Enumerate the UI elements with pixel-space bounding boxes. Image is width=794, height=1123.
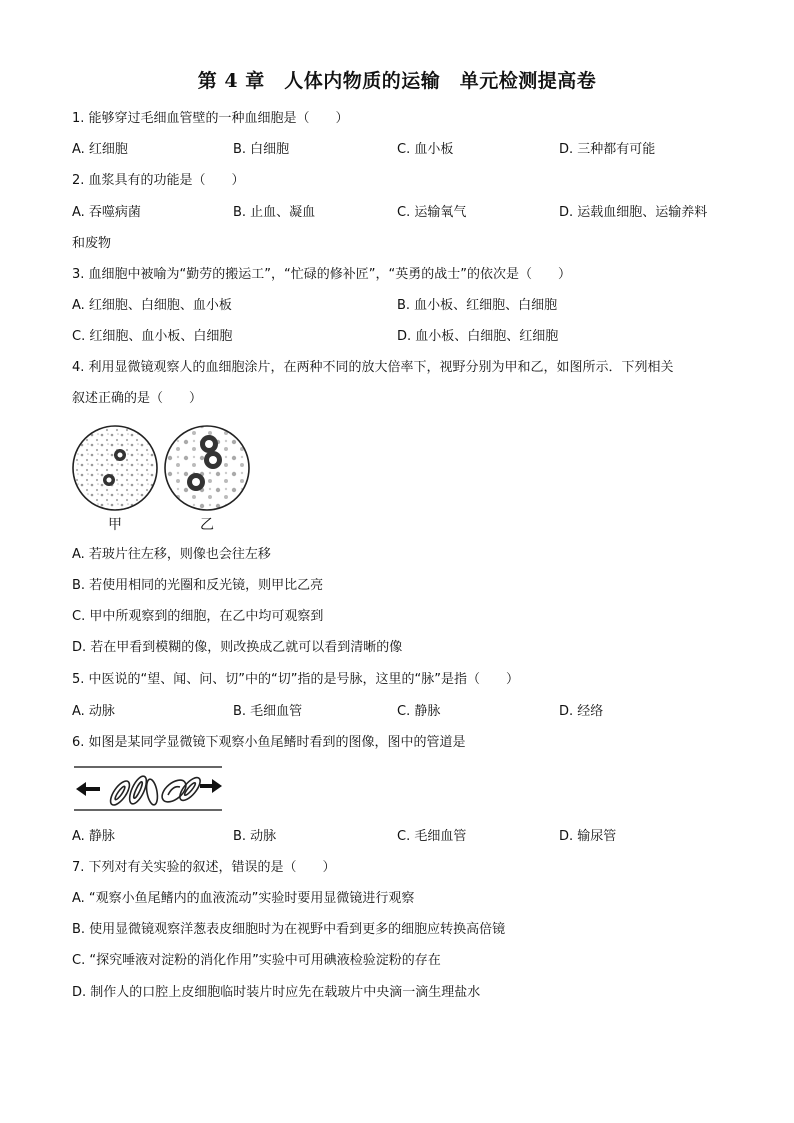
question-5-stem: 5. 中医说的“望、闻、问、切”中的“切”指的是号脉，这里的“脉”是指（ ） (72, 672, 519, 687)
question-4-stem: 4. 利用显微镜观察人的血细胞涂片，在两种不同的放大倍率下，视野分别为甲和乙，如图所示．下列相关 (72, 360, 674, 375)
q4-option-c: C. 甲中所观察到的细胞，在乙中均可观察到 (72, 609, 324, 624)
question-3-stem: 3. 血细胞中被喻为“勤劳的搬运工”，“忙碌的修补匠”，“英勇的战士”的依次是（ ） (72, 267, 571, 282)
question-6-stem: 6. 如图是某同学显微镜下观察小鱼尾鳍时看到的图像，图中的管道是 (72, 735, 466, 750)
q1-option-c: C. 血小板 (397, 142, 454, 157)
figure-label-jia: 甲 (108, 517, 122, 533)
q3-option-b: B. 血小板、红细胞、白细胞 (397, 298, 558, 313)
q6-option-d: D. 输尿管 (559, 829, 617, 844)
q5-option-c: C. 静脉 (397, 704, 441, 719)
question-4-stem-cont: 叙述正确的是（ ） (72, 391, 203, 406)
q6-option-b: B. 动脉 (233, 829, 277, 844)
blood-smear-figure (70, 422, 252, 514)
red-blood-cells (107, 774, 204, 808)
q2-option-d-continuation: 和废物 (72, 236, 112, 251)
right-arrow-icon (200, 779, 222, 793)
q6-option-c: C. 毛细血管 (397, 829, 467, 844)
q2-option-c: C. 运输氧气 (397, 205, 467, 220)
question-1-stem: 1. 能够穿过毛细血管壁的一种血细胞是（ ） (72, 111, 349, 126)
question-2-stem: 2. 血浆具有的功能是（ ） (72, 173, 245, 188)
vessel-figure (72, 765, 224, 813)
figure-label-yi: 乙 (200, 517, 214, 533)
q3-option-d: D. 血小板、白细胞、红细胞 (397, 329, 559, 344)
q1-option-d: D. 三种都有可能 (559, 142, 656, 157)
q7-option-d: D. 制作人的口腔上皮细胞临时装片时应先在载玻片中央滴一滴生理盐水 (72, 985, 481, 1000)
field-jia (73, 426, 157, 510)
q2-option-b: B. 止血、凝血 (233, 205, 316, 220)
q1-option-a: A. 红细胞 (72, 142, 128, 157)
q5-option-a: A. 动脉 (72, 704, 115, 719)
left-arrow-icon (76, 782, 100, 796)
q5-option-d: D. 经络 (559, 704, 604, 719)
q3-option-c: C. 红细胞、血小板、白细胞 (72, 329, 233, 344)
q7-option-c: C. “探究唾液对淀粉的消化作用”实验中可用碘液检验淀粉的存在 (72, 953, 441, 968)
q4-option-a: A. 若玻片往左移，则像也会往左移 (72, 547, 271, 562)
q4-option-d: D. 若在甲看到模糊的像，则改换成乙就可以看到清晰的像 (72, 640, 403, 655)
q2-option-d: D. 运载血细胞、运输养料 (559, 205, 708, 220)
q4-option-b: B. 若使用相同的光圈和反光镜，则甲比乙亮 (72, 578, 324, 593)
question-7-stem: 7. 下列对有关实验的叙述，错误的是（ ） (72, 860, 336, 875)
q3-option-a: A. 红细胞、白细胞、血小板 (72, 298, 232, 313)
q1-option-b: B. 白细胞 (233, 142, 290, 157)
q6-option-a: A. 静脉 (72, 829, 115, 844)
q5-option-b: B. 毛细血管 (233, 704, 303, 719)
q7-option-b: B. 使用显微镜观察洋葱表皮细胞时为在视野中看到更多的细胞应转换高倍镜 (72, 922, 506, 937)
field-yi (165, 426, 249, 510)
page-title: 第 4 章 人体内物质的运输 单元检测提高卷 (197, 70, 597, 92)
q7-option-a: A. “观察小鱼尾鳍内的血液流动”实验时要用显微镜进行观察 (72, 891, 415, 906)
q2-option-a: A. 吞噬病菌 (72, 205, 141, 220)
